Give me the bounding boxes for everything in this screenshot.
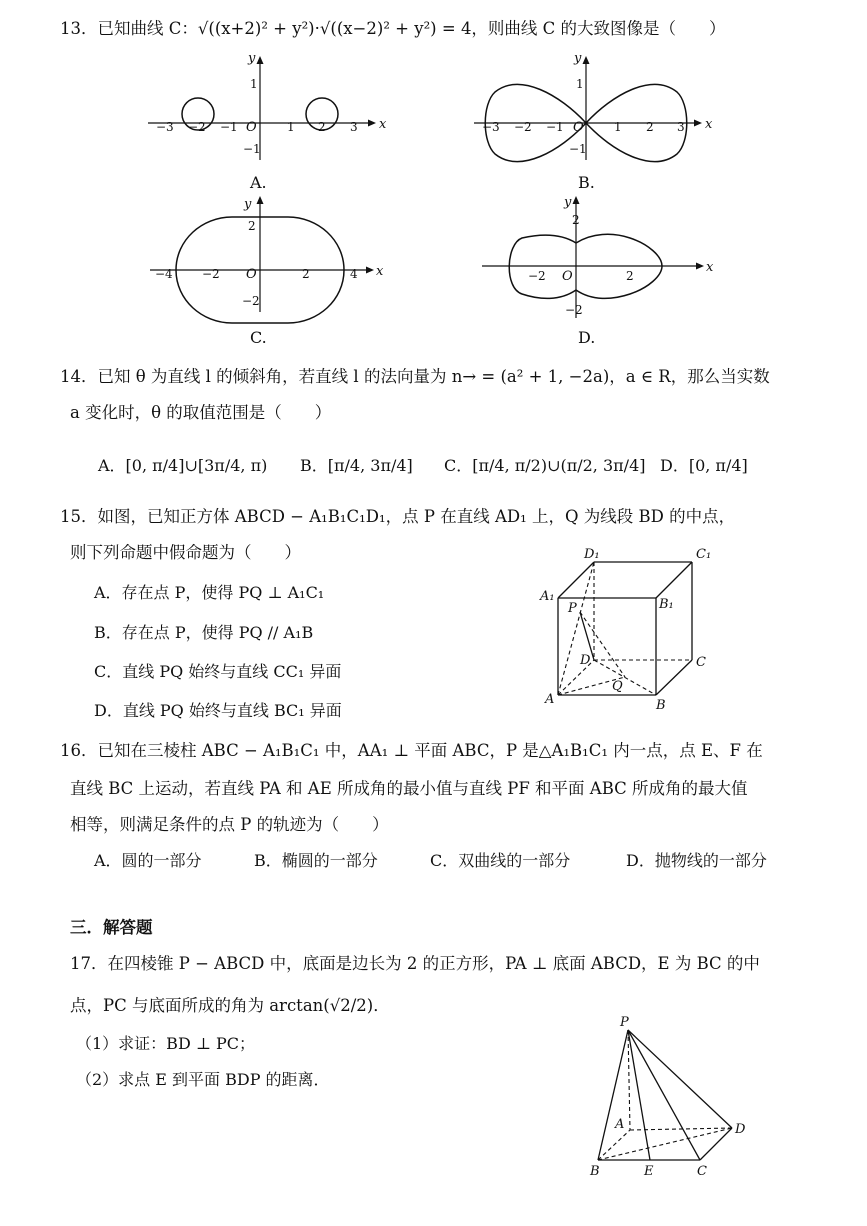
cube-label-c: C — [696, 655, 706, 670]
graph-b-tick: −3 — [482, 120, 500, 134]
graph-d-tick: −2 — [565, 303, 583, 317]
q15-option-c: C．直线 PQ 始终与直线 CC₁ 异面 — [94, 662, 342, 681]
cube-label-b1: B₁ — [659, 597, 674, 612]
graph-b-tick: −1 — [569, 142, 587, 156]
q14-option-c: C．[π/4, π/2)∪(π/2, 3π/4] — [444, 456, 646, 475]
graph-c-tick: 2 — [302, 267, 310, 281]
graph-d-tick: −2 — [528, 269, 546, 283]
cube-label-b: B — [656, 698, 666, 713]
graph-b-tick: −2 — [514, 120, 532, 134]
cube-label-d: D — [580, 653, 591, 668]
graph-a-caption: A. — [250, 173, 267, 192]
graph-b-x-label: x — [705, 117, 713, 132]
graph-d-tick: 2 — [626, 269, 634, 283]
cube-label-c1: C₁ — [696, 547, 712, 562]
graph-c-tick: −4 — [155, 267, 173, 281]
q14-option-d: D．[0, π/4] — [660, 456, 748, 475]
cube-label-d1: D₁ — [584, 547, 600, 562]
graph-a-tick: −1 — [243, 142, 261, 156]
graph-b-tick: −1 — [546, 120, 564, 134]
pyramid-label-b: B — [590, 1164, 600, 1179]
graph-d-x-label: x — [706, 260, 714, 275]
graph-a-y-label: y — [248, 51, 256, 66]
pyramid-label-c: C — [697, 1164, 707, 1179]
graph-d-tick: 2 — [572, 213, 580, 227]
graph-c-tick: −2 — [242, 294, 260, 308]
pyramid-label-d: D — [735, 1122, 746, 1137]
graph-c-tick: −2 — [202, 267, 220, 281]
graph-a-tick: 2 — [318, 120, 326, 134]
pyramid-label-e: E — [644, 1164, 654, 1179]
graph-b-tick: 1 — [614, 120, 622, 134]
graph-a-tick: −1 — [220, 120, 238, 134]
cube-label-a: A — [545, 692, 555, 707]
q16-line2: 直线 BC 上运动，若直线 PA 和 AE 所成角的最小值与直线 PF 和平面 ABC 所成角的最大值 — [70, 779, 748, 798]
q17-sub1: （1）求证：BD ⊥ PC； — [76, 1034, 255, 1053]
cube-label-a1: A₁ — [540, 589, 555, 604]
graph-c-x-label: x — [376, 264, 384, 279]
graph-a-tick: −2 — [188, 120, 206, 134]
q16-option-a: A．圆的一部分 — [94, 851, 202, 870]
graph-a-tick: 1 — [250, 77, 258, 91]
q13-stem: 13．已知曲线 C：√((x+2)² + y²)·√((x−2)² + y²) = 4，则曲线 C 的大致图像是（ ） — [60, 19, 726, 38]
q16-line1: 16．已知在三棱柱 ABC − A₁B₁C₁ 中，AA₁ ⊥ 平面 ABC，P 是△A₁B₁C₁ 内一点，点 E、F 在 — [60, 741, 763, 760]
q15-option-b: B．存在点 P，使得 PQ // A₁B — [94, 623, 314, 642]
q14-option-b: B．[π/4, 3π/4] — [300, 456, 413, 475]
graph-c-tick: 4 — [350, 267, 358, 281]
graph-b-caption: B. — [578, 173, 595, 192]
graph-b-origin: O — [573, 120, 584, 135]
q14-line2: a 变化时，θ 的取值范围是（ ） — [70, 403, 332, 422]
section-heading: 三．解答题 — [70, 918, 153, 937]
q16-option-d: D．抛物线的一部分 — [626, 851, 767, 870]
graph-d-origin: O — [562, 269, 573, 284]
q17-line1: 17．在四棱锥 P − ABCD 中，底面是边长为 2 的正方形，PA ⊥ 底面 ABCD，E 为 BC 的中 — [70, 954, 760, 973]
q15-line2: 则下列命题中假命题为（ ） — [70, 543, 301, 562]
graph-d-y-label: y — [564, 195, 572, 210]
graph-c-y-label: y — [244, 197, 252, 212]
q17-sub2: （2）求点 E 到平面 BDP 的距离． — [76, 1070, 330, 1089]
graph-a-x-label: x — [379, 117, 387, 132]
graph-a-tick: −3 — [156, 120, 174, 134]
cube-label-p: P — [568, 601, 577, 616]
graph-b-y-label: y — [574, 51, 582, 66]
cube-label-q: Q — [612, 679, 623, 694]
graph-b-tick: 1 — [576, 77, 584, 91]
graph-c-tick: 2 — [248, 219, 256, 233]
graph-a-origin: O — [246, 120, 257, 135]
graph-a-tick: 1 — [287, 120, 295, 134]
graph-b-tick: 2 — [646, 120, 654, 134]
q15-option-d: D．直线 PQ 始终与直线 BC₁ 异面 — [94, 701, 342, 720]
q15-line1: 15．如图，已知正方体 ABCD − A₁B₁C₁D₁，点 P 在直线 AD₁ 上，Q 为线段 BD 的中点， — [60, 507, 736, 526]
q15-option-a: A．存在点 P，使得 PQ ⊥ A₁C₁ — [94, 583, 325, 602]
graph-b-tick: 3 — [677, 120, 685, 134]
q16-line3: 相等，则满足条件的点 P 的轨迹为（ ） — [70, 815, 389, 834]
pyramid-label-a: A — [615, 1117, 625, 1132]
graph-a-tick: 3 — [350, 120, 358, 134]
q16-option-b: B．椭圆的一部分 — [254, 851, 378, 870]
graph-c-caption: C. — [250, 328, 267, 347]
pyramid-label-p: P — [620, 1015, 629, 1030]
q16-option-c: C．双曲线的一部分 — [430, 851, 571, 870]
q17-line2: 点，PC 与底面所成的角为 arctan(√2/2)． — [70, 996, 390, 1015]
graph-d-caption: D. — [578, 328, 596, 347]
graph-c-origin: O — [246, 267, 257, 282]
q14-line1: 14．已知 θ 为直线 l 的倾斜角，若直线 l 的法向量为 n→ = (a² + 1, −2a)，a ∈ R，那么当实数 — [60, 367, 770, 386]
q14-option-a: A．[0, π/4]∪[3π/4, π) — [98, 456, 268, 475]
